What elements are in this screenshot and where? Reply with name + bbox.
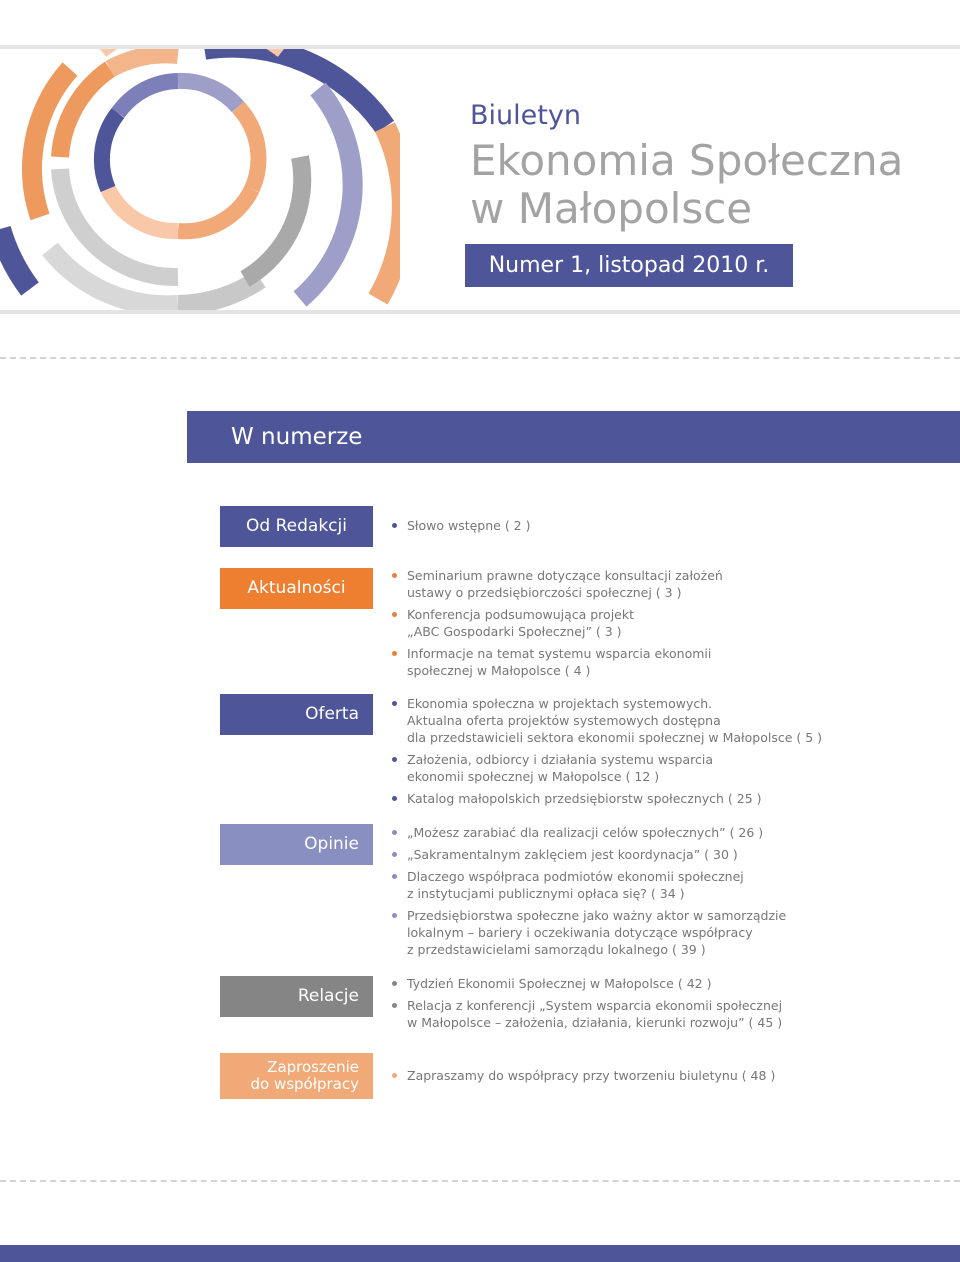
section-label-aktualnosci: Aktualności [220,568,373,609]
toc-item[interactable]: Seminarium prawne dotyczące konsultacji założeń ustawy o przedsiębiorczości społecznej ( 3 ) [392,567,723,601]
section-items-opinie [392,824,786,963]
toc-item[interactable]: Katalog małopolskich przedsiębiorstw społecznych ( 25 ) [392,790,822,807]
toc-item[interactable]: Informacje na temat systemu wsparcia ekonomii społecznej w Małopolsce ( 4 ) [392,645,723,679]
section-label-zaproszenie [220,1053,373,1099]
toc-item[interactable]: „Możesz zarabiać dla realizacji celów społecznych” ( 26 ) [392,824,786,841]
toc-item[interactable]: Relacja z konferencji „System wsparcia ekonomii społecznej w Małopolsce – założenia, działania, kierunki rozwoju” ( 45 ) [392,997,782,1031]
label-line-1: Zaproszenie [267,1058,359,1076]
section-items-zaproszenie [392,1067,775,1089]
title-line-1: Ekonomia Społeczna [470,136,904,185]
section-label-od-redakcji: Od Redakcji [220,506,373,547]
toc-item[interactable]: Ekonomia społeczna w projektach systemowych. Aktualna oferta projektów systemowych dostępna dla przedstawicieli sektora ekonomii społecznej w Małopolsce ( 5 ) [392,695,822,746]
toc-item[interactable]: Tydzień Ekonomii Społecznej w Małopolsce ( 42 ) [392,975,782,992]
dashed-divider-bottom [0,1180,960,1182]
toc-item[interactable]: Założenia, odbiorcy i działania systemu wsparcia ekonomii społecznej w Małopolsce ( 12 ) [392,751,822,785]
dashed-divider-top [0,357,960,359]
toc-item[interactable]: Zapraszamy do współpracy przy tworzeniu biuletynu ( 48 ) [392,1067,775,1084]
label-line-2: do współpracy [250,1075,359,1093]
section-items-aktualnosci [392,567,723,684]
contents-heading: W numerze [187,411,960,463]
toc-item[interactable]: Dlaczego współpraca podmiotów ekonomii społecznej z instytucjami publicznymi opłaca się? ( 34 ) [392,868,786,902]
section-label-relacje: Relacje [220,976,373,1017]
toc-item[interactable]: „Sakramentalnym zaklęciem jest koordynacja” ( 30 ) [392,846,786,863]
title-line-2: w Małopolsce [470,184,753,233]
toc-item[interactable]: Przedsiębiorstwa społeczne jako ważny aktor w samorządzie lokalnym – bariery i oczekiwania dotyczące współpracy z przedstawicielami samorządu lokalnego ( 39 ) [392,907,786,958]
bottom-bar [0,1245,960,1262]
section-items-oferta [392,695,822,812]
header-rule [0,310,960,314]
section-items-relacje [392,975,782,1036]
section-label-opinie: Opinie [220,824,373,865]
section-items-od-redakcji [392,517,530,539]
toc-item[interactable]: Konferencja podsumowująca projekt „ABC Gospodarki Społecznej” ( 3 ) [392,606,723,640]
bulletin-label: Biuletyn [470,100,581,131]
toc-item[interactable]: Słowo wstępne ( 2 ) [392,517,530,534]
issue-number-box: Numer 1, listopad 2010 r. [465,244,793,287]
bulletin-title [470,137,903,233]
section-label-oferta: Oferta [220,694,373,735]
concentric-rings-logo [0,49,400,311]
